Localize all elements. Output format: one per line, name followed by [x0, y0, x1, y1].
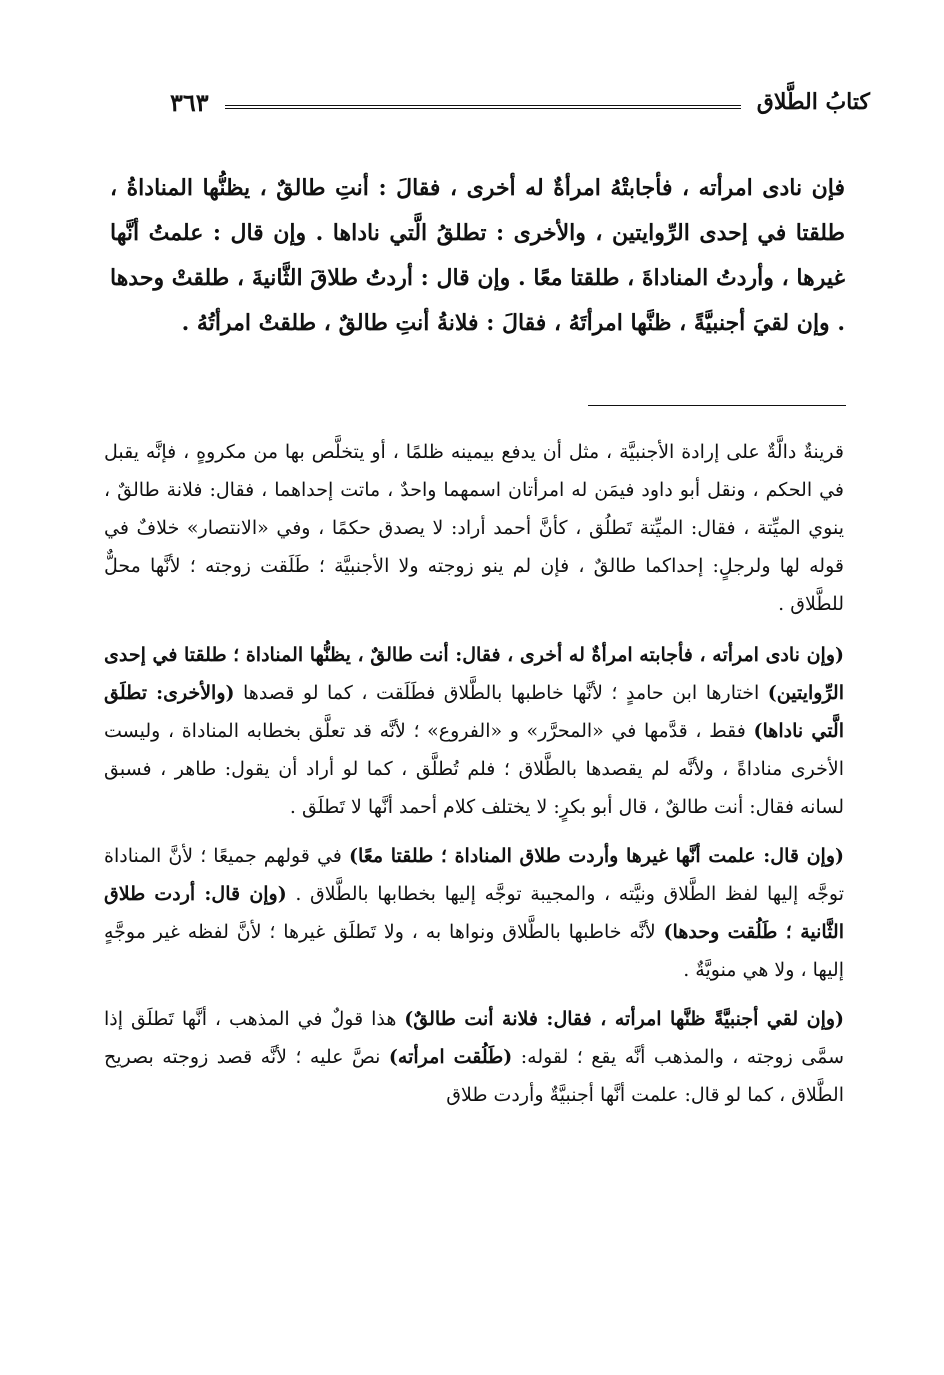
quoted-matn: (وإن قال: أردت طلاق الثَّانية ؛ طَلُقت وحدها)	[104, 883, 844, 943]
quoted-matn: (طَلُقت امرأته)	[388, 1046, 513, 1068]
commentary-text: نصَّ عليه ؛ لأنَّه قصد زوجته بصريح الطَّلاق ، كما لو قال: علمت أنَّها أجنبيَّةٌ وأردت طلاق	[104, 1046, 844, 1106]
quoted-matn: (وإن قال: علمت أنَّها غيرها وأردت طلاق المناداة ؛ طلقتا معًا)	[348, 845, 844, 867]
quoted-matn: (والأخرى: تطلَق الَّتي ناداها)	[104, 682, 844, 742]
commentary-text: هذا قولٌ في المذهب ، أنَّها تَطلَق إذا سمَّى زوجته ، والمذهب أنَّه يقع ؛ لقوله:	[104, 1008, 845, 1068]
footnote-divider	[588, 405, 846, 406]
commentary-text: فقط ، قدَّمها في «المحرَّر» و «الفروع» ؛ لأنَّه قد تعلَّق بخطابه المناداة ، وليست الأخرى مناداةً ، ولأنَّه لم يقصدها بالطَّلاق ؛ فلم تُطلَّق ، كما لو أراد أن يقول: طاهر ، فسبق لسانه فقال: أنت طالقٌ ، قال أبو بكرٍ: لا يختلف كلام أحمد أنَّها لا تَطلَق .	[104, 720, 844, 818]
commentary	[104, 433, 844, 1125]
quoted-matn: (وإن لقي أجنبيَّةً ظنَّها امرأته ، فقال: فلانة أنت طالقٌ)	[404, 1008, 845, 1030]
matn-paragraph: فإن نادى امرأته ، فأجابتْهُ امرأةٌ له أخرى ، فقالَ : أنتِ طالقٌ ، يظنُّها المناداةُ ، طلقتا في إحدى الرِّوايتين ، والأخرى : تطلقُ الَّتي ناداها . وإن قال : علمتُ أنَّها غيرها ، وأردتُ المناداةَ ، طلقتا معًا . وإن قال : أردتُ طلاقَ الثَّانيةَ ، طلقتْ وحدها . وإن لقيَ أجنبيَّةً ، ظنَّها امرأتَهُ ، فقالَ : فلانةُ أنتِ طالقٌ ، طلقتْ امرأتُهُ .	[110, 175, 845, 336]
page-header	[170, 82, 870, 122]
page-number: ٣٦٣	[170, 87, 209, 117]
matn-text	[110, 166, 845, 346]
commentary-paragraph-3	[104, 837, 844, 989]
commentary-text: في قولهم جميعًا ؛ لأنَّ المناداة توجَّه إليها لفظ الطَّلاق ونيَّته ، والمجيبة توجَّه إليها بخطابها بالطَّلاق .	[104, 845, 844, 905]
chapter-title: كتابُ الطَّلاق	[756, 89, 870, 115]
commentary-text: لأنَّه خاطبها بالطَّلاق ونواها به ، ولا تَطلَق غيرها ؛ لأنَّ لفظه غير موجَّهٍ إليها ، ولا هي منويَّةٌ .	[104, 921, 844, 981]
commentary-paragraph-2	[104, 636, 844, 826]
commentary-paragraph-1: قرينةٌ دالَّةٌ على إرادة الأجنبيَّة ، مثل أن يدفع بيمينه ظلمًا ، أو يتخلَّص بها من مكروهٍ ، فإنَّه يقبل في الحكم ، ونقل أبو داود فيمَن له امرأتان اسمهما واحدٌ ، ماتت إحداهما ، فقال: فلانة طالقٌ ، ينوي الميِّتة ، فقال: الميِّتة تَطلُق ، كأنَّ أحمد أراد: لا يصدق حكمًا ، وفي «الانتصار» خلافٌ في قوله لها ولرجلٍ: إحداكما طالقٌ ، فإن لم ينو زوجته ولا الأجنبيَّة ؛ طَلَقت زوجته ؛ لأنَّها محلٌّ للطَّلاق .	[104, 441, 844, 615]
quoted-matn: (وإن نادى امرأته ، فأجابته امرأةٌ له أخرى ، فقال: أنت طالقٌ ، يظنُّها المناداة ؛ طلقتا في إحدى الرِّوايتين)	[104, 644, 844, 704]
header-rule	[225, 105, 741, 109]
commentary-paragraph-4	[104, 1000, 844, 1114]
commentary-text: اختارها ابن حامدٍ ؛ لأنَّها خاطبها بالطَّلاق فطَلَقت ، كما لو قصدها	[234, 682, 768, 704]
